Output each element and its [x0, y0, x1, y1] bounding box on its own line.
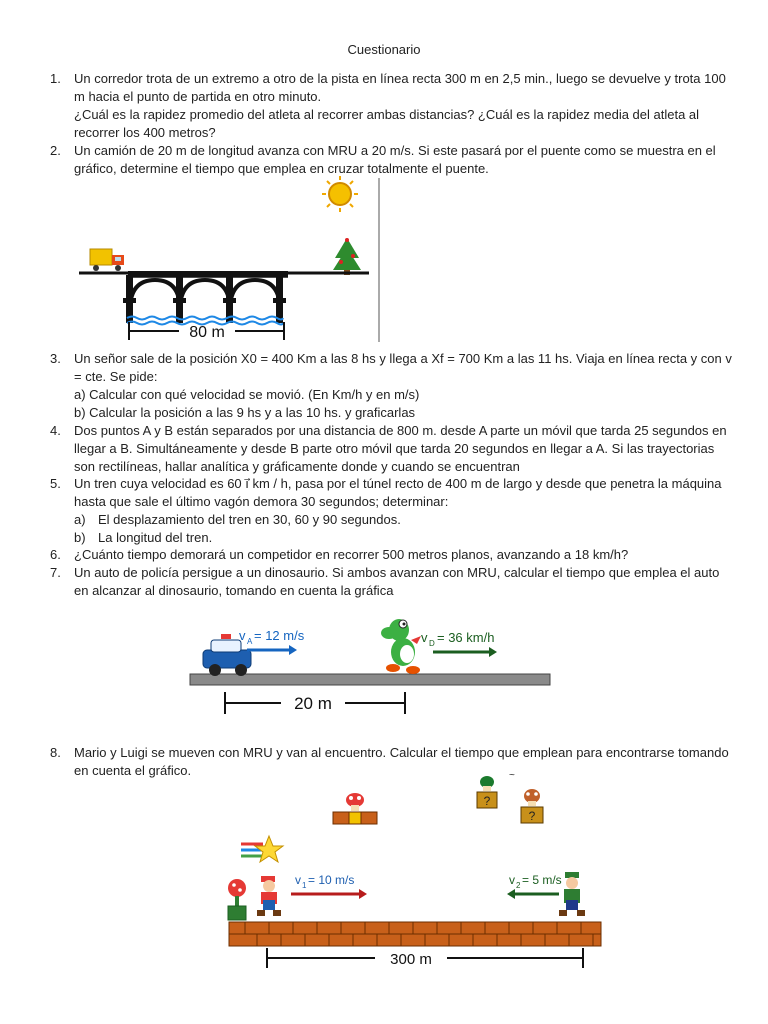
police-dinosaur-figure — [185, 606, 555, 721]
star-icon — [241, 836, 283, 862]
question-number: 3. — [50, 351, 61, 366]
dino-velocity-arrow — [489, 647, 497, 657]
question-text: Un camión de 20 m de longitud avanza con MRU a 20 m/s. Si este pasará por el puente como se muestra en el gráfico, determine el tiempo que emplea en cruzar totalmente el puente. — [74, 143, 716, 176]
mario-speed-value: = 10 m/s — [308, 873, 355, 887]
question-part-a: El desplazamiento del tren en 30, 60 y 90 segundos. — [98, 512, 401, 527]
question-block-icon — [521, 789, 543, 823]
mario-speed-symbol: v — [295, 873, 301, 887]
question-number: 2. — [50, 143, 61, 158]
question-text: ¿Cuánto tiempo demorará un competidor en recorrer 500 metros planos, avanzando a 18 km/h? — [74, 547, 629, 562]
mario-speed-subscript: 1 — [302, 881, 307, 890]
question-number: 7. — [50, 565, 61, 580]
question-text: Un corredor trota de un extremo a otro de la pista en línea recta 300 m en 2,5 min., luego se devuelve y trota 100 m hacia el punto de partida en otro minuto. — [74, 71, 726, 104]
piranha-plant-icon — [228, 879, 246, 920]
tree-icon — [333, 238, 361, 275]
luigi-speed-symbol: v — [509, 873, 515, 887]
question-text: Un señor sale de la posición X0 = 400 Km a las 8 hs y llega a Xf = 700 Km a las 11 hs. Viaja en línea recta y con v = cte. Se pide: — [74, 351, 732, 384]
dino-speed-symbol: v — [421, 630, 428, 645]
question-part-b: La longitud del tren. — [98, 530, 213, 545]
mario-velocity-arrow — [359, 889, 367, 899]
bridge-length-label: 80 m — [189, 324, 225, 341]
page-title: Cuestionario — [347, 42, 421, 57]
question-part-b-label: b) — [74, 530, 86, 545]
luigi-icon — [559, 872, 585, 916]
dino-speed-subscript: D — [429, 639, 435, 648]
question-part-a-label: a) — [74, 512, 86, 527]
brick-ground — [229, 922, 601, 946]
question-text: Un auto de policía persigue a un dinosaurio. Si ambos avanzan con MRU, calcular el tiempo que emplea el auto en alcanzar al dinosaurio, tomando en cuenta la gráfica — [74, 565, 720, 598]
dinosaur-icon — [381, 619, 421, 674]
dino-speed-value: = 36 km/h — [437, 630, 495, 645]
truck-icon — [90, 249, 124, 271]
question-text: Dos puntos A y B están separados por una distancia de 800 m. desde A parte un móvil que tarda 25 segundos en llegar a B. Simultáneamente y desde B parte otro móvil que tarda 20 segundos en llegar a A. Si las trayectorias son rectilíneas, hallar analítica y gráficamente donde y cuando se encuentran — [74, 423, 727, 474]
car-velocity-arrow — [289, 645, 297, 655]
svg-text:?: ? — [528, 809, 536, 823]
question-part-a: a) Calcular con qué velocidad se movió. (En Km/h y en m/s) — [74, 387, 420, 402]
mushroom-brick-icon — [333, 793, 377, 824]
distance-label: 20 m — [294, 694, 332, 713]
question-text: Un tren cuya velocidad es 60 i⃗ km / h, pasa por el túnel recto de 400 m de largo y desde que penetra la máquina hasta que sale el último vagón demora 30 segundos; determinar: — [74, 476, 722, 509]
question-subtext: ¿Cuál es la rapidez promedio del atleta al recorrer ambas distancias? ¿Cuál es la rapidez media del atleta al recorrer los 400 metros? — [74, 107, 700, 140]
luigi-speed-subscript: 2 — [516, 881, 521, 890]
svg-text:~: ~ — [509, 772, 515, 781]
luigi-velocity-arrow — [507, 889, 515, 899]
question-part-b: b) Calcular la posición a las 9 hs y a las 10 hs. y graficarlas — [74, 405, 416, 420]
car-speed-symbol: v — [239, 628, 246, 643]
mario-icon — [257, 876, 281, 916]
question-text: Mario y Luigi se mueven con MRU y van al encuentro. Calcular el tiempo que emplean para encontrarse tomando en cuenta el gráfico. — [74, 745, 729, 778]
question-number: 8. — [50, 745, 61, 760]
question-number: 5. — [50, 476, 61, 491]
svg-text:?: ? — [483, 794, 491, 808]
luigi-speed-value: = 5 m/s — [522, 873, 562, 887]
car-speed-subscript: A — [247, 637, 253, 646]
mario-luigi-figure — [225, 772, 610, 972]
car-speed-value: = 12 m/s — [254, 628, 305, 643]
question-number: 4. — [50, 423, 61, 438]
sun-icon — [322, 176, 358, 212]
bridge-figure — [75, 172, 385, 347]
question-block-icon — [477, 772, 515, 808]
question-number: 6. — [50, 547, 61, 562]
distance-label: 300 m — [390, 951, 432, 968]
question-number: 1. — [50, 71, 61, 86]
